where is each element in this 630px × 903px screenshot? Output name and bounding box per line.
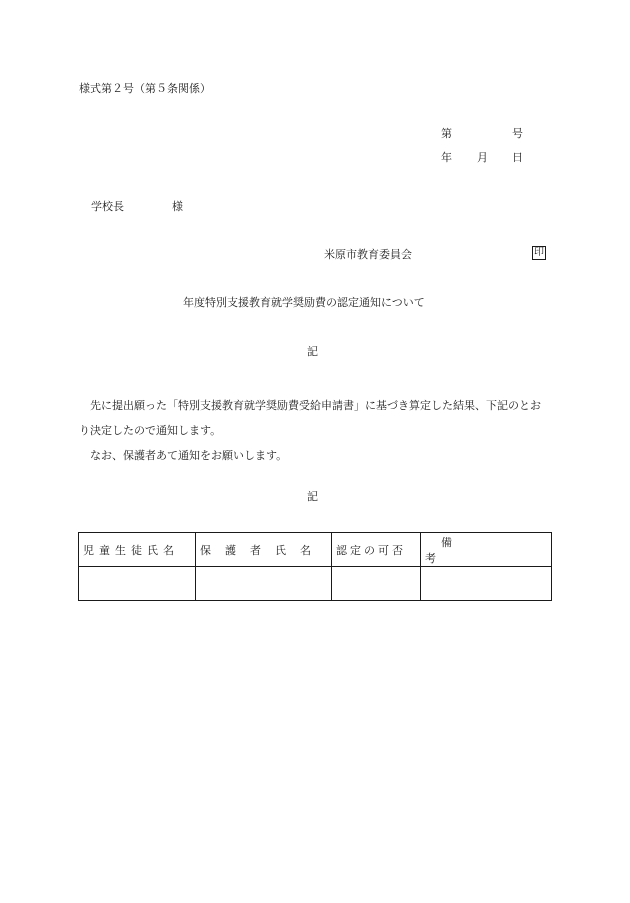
- seal-stamp: 印: [534, 247, 544, 258]
- table-row: [79, 567, 552, 601]
- header-guardian-name: 保護者氏名: [196, 533, 332, 567]
- date-month-label: 月: [477, 151, 488, 164]
- body-paragraph-2: なお、保護者あて通知をお願いします。: [79, 449, 288, 462]
- body-paragraph-1: 先に提出願った「特別支援教育就学奨励費受給申請書」に基づき算定した結果、下記のとおり決定したので通知します。: [79, 399, 541, 437]
- document-subject: 年度特別支援教育就学奨励費の認定通知について: [183, 296, 425, 309]
- sender-name: 米原市教育委員会: [324, 248, 412, 261]
- ki-heading-2: 記: [307, 490, 318, 503]
- header-child-name: 児童生徒氏名: [79, 533, 196, 567]
- recipient-title: 学校長: [91, 200, 124, 213]
- result-table: [78, 532, 552, 601]
- form-number: 様式第２号（第５条関係）: [79, 82, 211, 95]
- table-header-row: [79, 533, 552, 567]
- cell-remarks[interactable]: [421, 567, 552, 601]
- body-text: [79, 393, 551, 468]
- date-day-label: 日: [512, 151, 523, 164]
- header-approval: 認定の可否: [332, 533, 421, 567]
- header-remarks: 備考: [421, 533, 552, 567]
- date-year-label: 年: [441, 151, 452, 164]
- ki-heading-1: 記: [307, 345, 318, 358]
- cell-approval[interactable]: [332, 567, 421, 601]
- document-number-suffix: 号: [512, 127, 523, 140]
- recipient-honorific: 様: [172, 200, 183, 213]
- cell-guardian-name[interactable]: [196, 567, 332, 601]
- cell-child-name[interactable]: [79, 567, 196, 601]
- document-number-label: 第: [441, 127, 452, 140]
